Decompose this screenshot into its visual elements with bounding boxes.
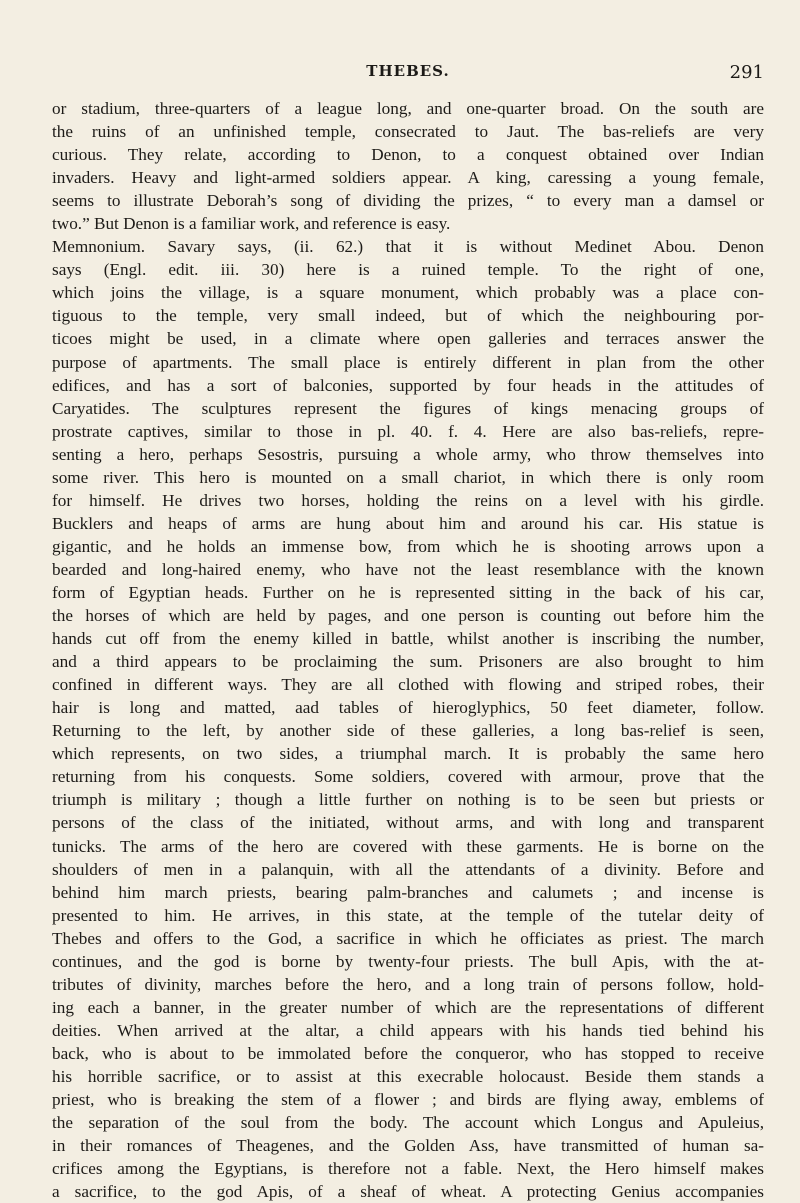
running-head: THEBES.: [366, 62, 450, 80]
text-line: Memnonium. Savary says, (ii. 62.) that it is without Medinet Abou. Denon: [52, 237, 764, 257]
text-line: ing each a banner, in the greater number of which are the representations of different: [52, 997, 764, 1017]
text-line: hands cut off from the enemy killed in battle, whilst another is inscribing the number,: [52, 629, 764, 649]
text-line: purpose of apartments. The small place is entirely different in plan from the other: [52, 352, 764, 372]
text-line: continues, and the god is borne by twenty-four priests. The bull Apis, with the at-: [52, 951, 764, 971]
text-line: hair is long and matted, aad tables of hieroglyphics, 50 feet diameter, follow.: [52, 698, 764, 718]
text-line: ticoes might be used, in a climate where open galleries and terraces answer the: [52, 329, 764, 349]
text-line: back, who is about to be immolated before the conqueror, who has stopped to receive: [52, 1043, 764, 1063]
text-line: returning from his conquests. Some soldiers, covered with armour, prove that the: [52, 767, 764, 787]
text-line: tunicks. The arms of the hero are covered with these garments. He is borne on the: [52, 836, 764, 856]
text-line: which joins the village, is a square monument, which probably was a place con-: [52, 283, 764, 303]
text-line: which represents, on two sides, a triumphal march. It is probably the same hero: [52, 744, 764, 764]
text-line: says (Engl. edit. iii. 30) here is a ruined temple. To the right of one,: [52, 260, 764, 280]
text-line: Bucklers and heaps of arms are hung about him and around his car. His statue is: [52, 513, 764, 533]
text-line: crifices among the Egyptians, is therefore not a fable. Next, the Hero himself makes: [52, 1159, 764, 1179]
text-line: senting a hero, perhaps Sesostris, pursuing a whole army, who throw themselves into: [52, 444, 764, 464]
body-text: [52, 97, 764, 1203]
text-line: invaders. Heavy and light-armed soldiers appear. A king, caressing a young female,: [52, 168, 764, 188]
text-line: tiguous to the temple, very small indeed, but of which the neighbouring por-: [52, 306, 764, 326]
text-line: in their romances of Theagenes, and the Golden Ass, have transmitted of human sa-: [52, 1136, 764, 1156]
text-line: Caryatides. The sculptures represent the figures of kings menacing groups of: [52, 398, 764, 418]
text-line: prostrate captives, similar to those in pl. 40. f. 4. Here are also bas-reliefs, repre-: [52, 421, 764, 441]
text-line: Thebes and offers to the God, a sacrifice in which he officiates as priest. The march: [52, 928, 764, 948]
text-line: form of Egyptian heads. Further on he is represented sitting in the back of his car,: [52, 582, 764, 602]
text-line: or stadium, three-quarters of a league long, and one-quarter broad. On the south are: [52, 99, 764, 118]
text-line: a sacrifice, to the god Apis, of a sheaf of wheat. A protecting Genius accompanies: [52, 1182, 764, 1202]
text-line: and a third appears to be proclaiming the sum. Prisoners are also brought to him: [52, 652, 764, 672]
text-line: the horses of which are held by pages, and one person is counting out before him the: [52, 606, 764, 626]
text-line: priest, who is breaking the stem of a flower ; and birds are flying away, emblems of: [52, 1090, 764, 1110]
text-line: presented to him. He arrives, in this state, at the temple of the tutelar deity of: [52, 905, 764, 925]
text-line: seems to illustrate Deborah’s song of dividing the prizes, “ to every man a damsel or: [52, 191, 764, 211]
text-line: the separation of the soul from the body. The account which Longus and Apuleius,: [52, 1113, 764, 1133]
text-line: the ruins of an unfinished temple, consecrated to Jaut. The bas-reliefs are very: [52, 122, 764, 142]
text-line: two.” But Denon is a familiar work, and reference is easy.: [52, 214, 451, 234]
text-line: Returning to the left, by another side of these galleries, a long bas-relief is seen,: [52, 721, 764, 741]
text-line: shoulders of men in a palanquin, with all the attendants of a divinity. Before and: [52, 859, 764, 879]
text-line: some river. This hero is mounted on a small chariot, in which there is only room: [52, 467, 764, 487]
text-line: edifices, and has a sort of balconies, supported by four heads in the attitudes of: [52, 375, 764, 395]
text-line: tributes of divinity, marches before the hero, and a long train of persons follow, hold-: [52, 974, 764, 994]
page-header: [52, 62, 764, 86]
text-line: his horrible sacrifice, or to assist at this execrable holocaust. Beside them stands a: [52, 1066, 764, 1086]
text-line: behind him march priests, bearing palm-branches and calumets ; and incense is: [52, 882, 764, 902]
text-line: persons of the class of the initiated, without arms, and with long and transparent: [52, 813, 764, 833]
text-line: bearded and long-haired enemy, who have not the least resemblance with the known: [52, 559, 764, 579]
text-line: gigantic, and he holds an immense bow, from which he is shooting arrows upon a: [52, 536, 764, 556]
page-number: 291: [729, 62, 764, 83]
text-line: for himself. He drives two horses, holding the reins on a level with his girdle.: [52, 490, 764, 510]
text-line: confined in different ways. They are all clothed with flowing and striped robes, their: [52, 675, 764, 695]
text-line: curious. They relate, according to Denon, to a conquest obtained over Indian: [52, 145, 764, 165]
text-line: deities. When arrived at the altar, a child appears with his hands tied behind his: [52, 1020, 764, 1040]
text-line: triumph is military ; though a little further on nothing is to be seen but priests or: [52, 790, 764, 810]
